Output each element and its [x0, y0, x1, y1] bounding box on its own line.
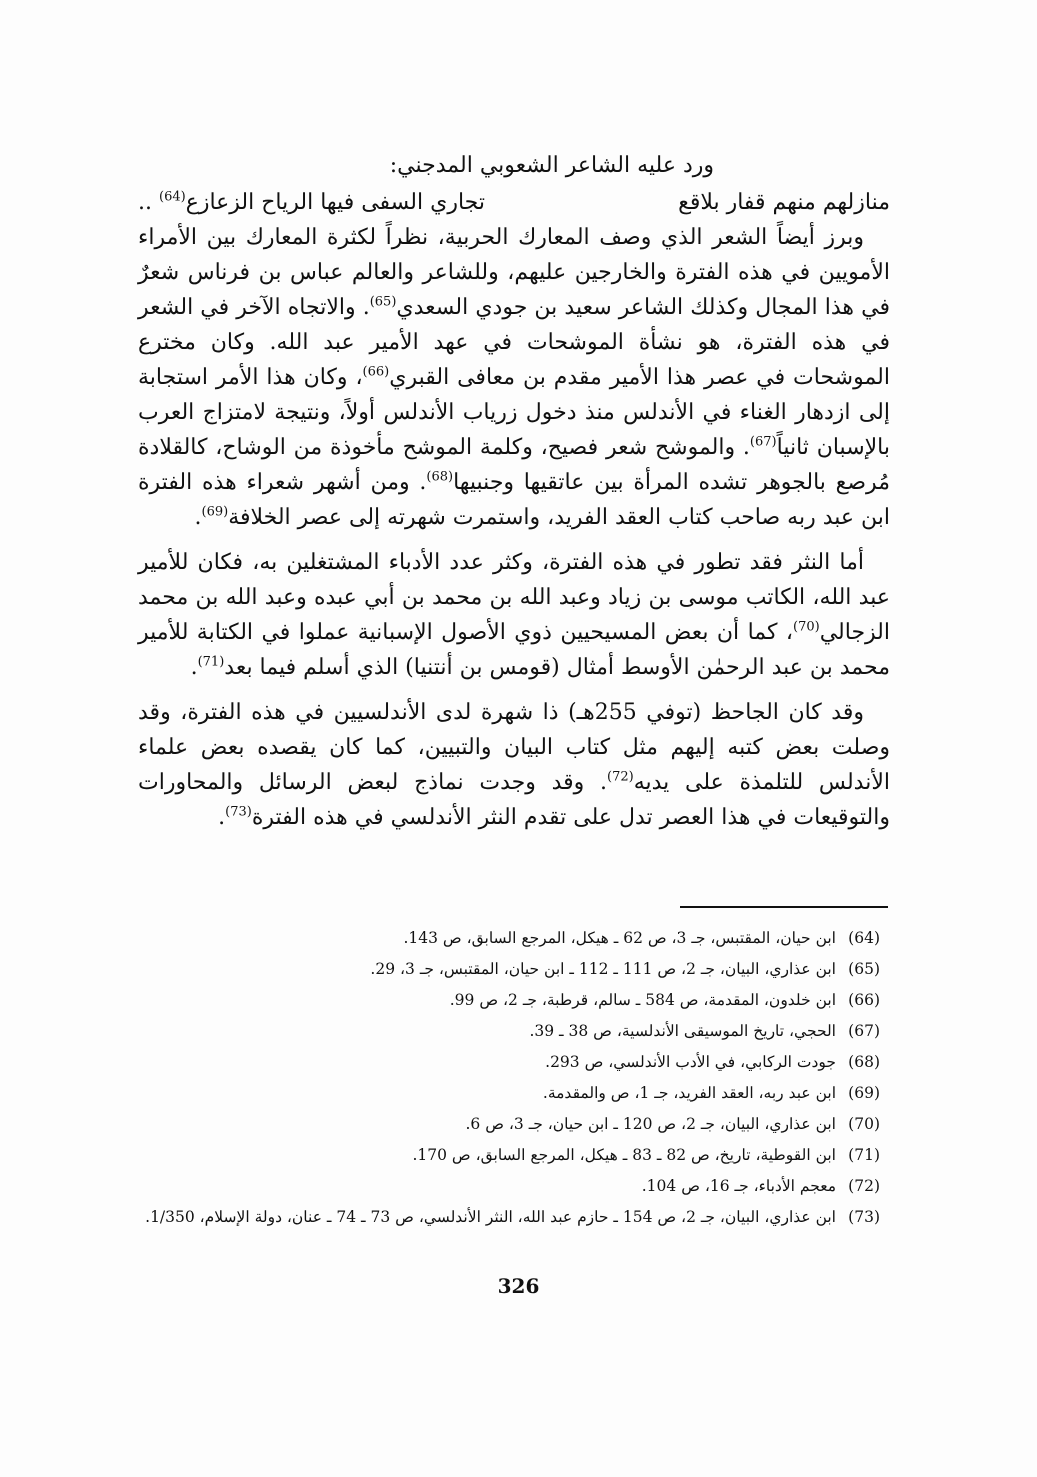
text-run: . ومن أشهر شعراء هذه الفترة ابن عبد ربه صاحب كتاب العقد الفريد، واستمرت شهرته إلى عصر الخلافة	[138, 470, 890, 530]
footnote-text: ابن عبد ربه، العقد الفريد، جـ 1، ص والمقدمة.	[542, 1084, 836, 1102]
footnote-number: (67)	[848, 1022, 880, 1040]
footnote-text: الحجي، تاريخ الموسيقى الأندلسية، ص 38 ـ 39.	[529, 1022, 836, 1040]
footnote-ref: (68)	[426, 469, 454, 485]
text-run: .	[190, 655, 198, 680]
footnote-text: ابن عذاري، البيان، جـ 2، ص 154 ـ حازم عبد الله، النثر الأندلسي، ص 73 ـ 74 ـ عنان، دولة الإسلام، 1/350.	[145, 1208, 836, 1226]
verse-second-hemistich	[138, 185, 485, 220]
paragraph-prose	[138, 545, 890, 685]
footnote	[138, 1140, 880, 1171]
footnote	[138, 1078, 880, 1109]
footnote-ref: (67)	[749, 434, 777, 450]
footnote-number: (69)	[848, 1084, 880, 1102]
footnote-number: (72)	[848, 1177, 880, 1195]
text-run: ، وكان هذا الأمر استجابة إلى ازدهار الغناء في الأندلس منذ دخول زرياب الأندلس أولاً، ونتيجة لامتزاج العرب بالإسبان ثانياً	[138, 365, 891, 460]
footnote	[138, 954, 880, 985]
footnote-text: ابن حيان، المقتبس، جـ 3، ص 62 ـ هيكل، المرجع السابق، ص 143.	[403, 929, 836, 947]
footnote-text: ابن عذاري، البيان، جـ 2، ص 120 ـ ابن حيان، جـ 3، ص 6.	[465, 1115, 836, 1133]
footnote-ref: (72)	[606, 769, 634, 785]
text-run: .	[194, 505, 202, 530]
footnote-ref: (66)	[362, 364, 390, 380]
text-run: .	[218, 805, 226, 830]
footnote-text: ابن عذاري، البيان، جـ 2، ص 111 ـ 112 ـ ابن حيان، المقتبس، جـ 3، 29.	[370, 960, 836, 978]
footnote-ref: (71)	[197, 654, 225, 670]
footnote	[138, 1016, 880, 1047]
text-run: وقد كان الجاحظ (توفي 255هـ) ذا شهرة لدى الأندلسيين في هذه الفترة، وقد وصلت بعض كتبه إليهم مثل كتاب البيان والتبيين، كما كان يقصده بعض علماء الأندلس للتلمذة على يديه	[138, 700, 890, 795]
footnote-text: جودت الركابي، في الأدب الأندلسي، ص 293.	[545, 1053, 836, 1071]
footnote	[138, 923, 880, 954]
footnote-number: (68)	[848, 1053, 880, 1071]
footnotes-list	[138, 923, 880, 1233]
footnote	[138, 985, 880, 1016]
footnote-text: معجم الأدباء، جـ 16، ص 104.	[641, 1177, 836, 1195]
footnote	[138, 1171, 880, 1202]
footnote-number: (70)	[848, 1115, 880, 1133]
page-number: 326	[497, 1274, 540, 1298]
footnote	[138, 1047, 880, 1078]
text-run: ، كما أن بعض المسيحيين ذوي الأصول الإسبانية عملوا في الكتابة للأمير محمد بن عبد الرحمٰن الأوسط أمثال (قومس بن أنتنيا) الذي أسلم فيما بعد	[138, 620, 890, 680]
footnote-number: (65)	[848, 960, 880, 978]
footnote-ref: (64)	[159, 189, 186, 205]
verse-second-text: تجاري السفى فيها الرياح الزعازع	[185, 190, 485, 215]
text-run: أما النثر فقد تطور في هذه الفترة، وكثر عدد الأدباء المشتغلين به، فكان للأمير عبد الله، الكاتب موسى بن زياد وعبد الله بن محمد بن أبي عبده وعبد الله بن محمد الزجالي	[138, 550, 890, 645]
text-run: . والاتجاه الآخر في الشعر في هذه الفترة، هو نشأة الموشحات في عهد الأمير عبد الله. وكان مخترع الموشحات في عصر هذا الأمير مقدم بن معافى القبري	[138, 295, 890, 390]
footnote-separator	[680, 906, 888, 908]
paragraph-poetry	[138, 220, 890, 535]
footnote-ref: (70)	[793, 619, 820, 635]
verse-first-hemistich: منازلهم منهم قفار بلاقع	[678, 190, 890, 215]
poem-verse	[138, 185, 890, 220]
footnote-text: ابن خلدون، المقدمة، ص 584 ـ سالم، قرطبة، جـ 2، ص 99.	[449, 991, 836, 1009]
paragraph-jahiz	[138, 695, 890, 835]
footnote-ref: (69)	[201, 504, 229, 520]
footnote-number: (66)	[848, 991, 880, 1009]
footnote-text: ابن القوطية، تاريخ، ص 82 ـ 83 ـ هيكل، المرجع السابق، ص 170.	[412, 1146, 836, 1164]
footnote-number: (73)	[848, 1208, 880, 1226]
footnote-number: (64)	[848, 929, 880, 947]
verse-intro: ورد عليه الشاعر الشعوبي المدجني:	[389, 153, 714, 178]
text-run: . وقد وجدت نماذج لبعض الرسائل والمحاورات والتوقيعات في هذا العصر تدل على تقدم النثر الأندلسي في هذه الفترة	[138, 770, 890, 830]
footnote-number: (71)	[848, 1146, 880, 1164]
footnote	[138, 1109, 880, 1140]
main-text	[138, 148, 890, 835]
footnote-ref: (73)	[225, 804, 252, 820]
text-run: . والموشح شعر فصيح، وكلمة الموشح مأخوذة من الوشاح، كالقلادة مُرصع بالجوهر تشده المرأة بين عاتقيها وجنبيها	[138, 435, 890, 495]
text-run: وبرز أيضاً الشعر الذي وصف المعارك الحربية، نظراً لكثرة المعارك بين الأمراء الأمويين في هذه الفترة والخارجين عليهم، وللشاعر والعالم عباس بن فرناس شعرٌ في هذا المجال وكذلك الشاعر سعيد بن جودي السعدي	[138, 225, 890, 320]
footnote-ref: (65)	[369, 294, 397, 310]
footnote	[138, 1202, 880, 1233]
verse-end-mark: ..	[138, 190, 152, 215]
